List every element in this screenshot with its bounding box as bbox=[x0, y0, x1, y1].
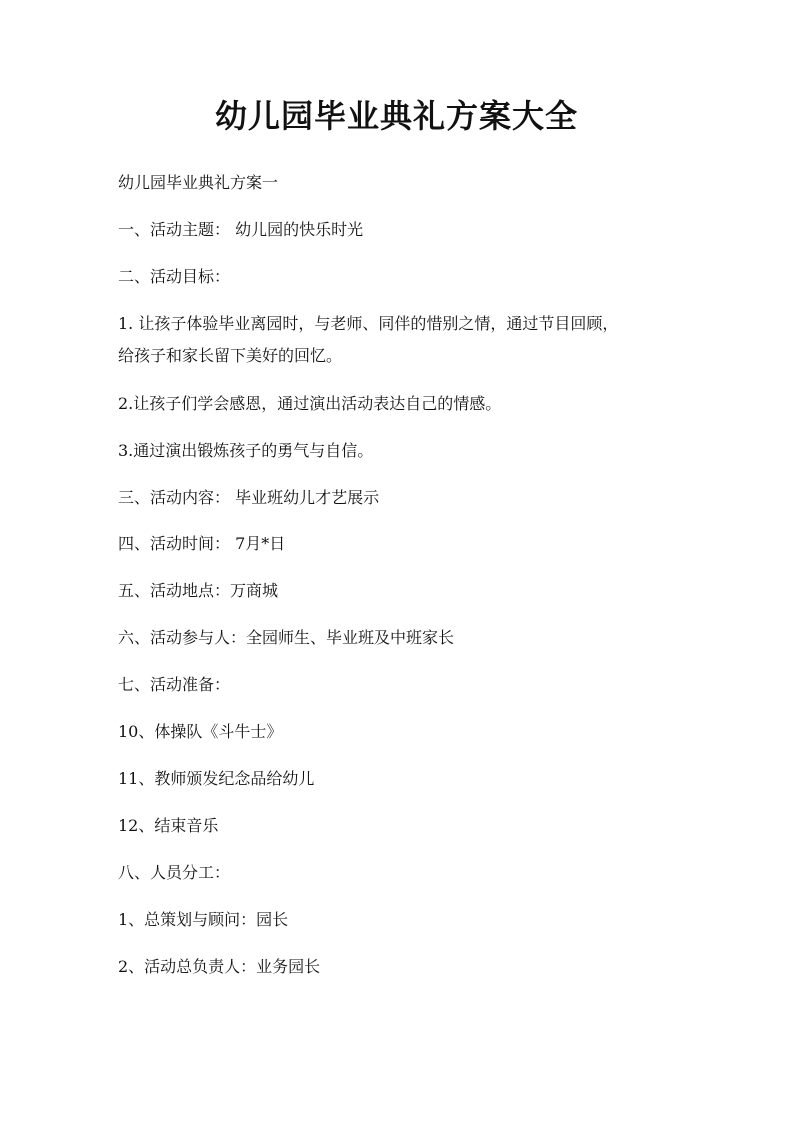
text-line: 1、总策划与顾问：园长 bbox=[118, 910, 289, 929]
text-line: 一、活动主题： 幼儿园的快乐时光 bbox=[118, 220, 364, 239]
text-line: 给孩子和家长留下美好的回忆。 bbox=[118, 346, 343, 365]
section-heading: 幼儿园毕业典礼方案一 bbox=[118, 173, 279, 192]
document-title: 幼儿园毕业典礼方案大全 bbox=[214, 97, 578, 135]
text-line: 12、结束音乐 bbox=[118, 816, 219, 835]
text-line: 11、教师颁发纪念品给幼儿 bbox=[118, 769, 315, 788]
text-line: 3.通过演出锻炼孩子的勇气与自信。 bbox=[118, 441, 374, 460]
text-line: 三、活动内容： 毕业班幼儿才艺展示 bbox=[118, 488, 380, 507]
text-line: 七、活动准备： bbox=[118, 675, 231, 694]
text-line: 2.让孩子们学会感恩，通过演出活动表达自己的情感。 bbox=[118, 394, 502, 413]
text-line: 六、活动参与人：全园师生、毕业班及中班家长 bbox=[118, 628, 455, 647]
text-line: 五、活动地点：万商城 bbox=[118, 581, 279, 600]
text-line: 2、活动总负责人：业务园长 bbox=[118, 957, 321, 976]
text-line: 四、活动时间： 7月*日 bbox=[118, 534, 286, 553]
text-line: 八、人员分工： bbox=[118, 863, 231, 882]
text-line: 1. 让孩子体验毕业离园时，与老师、同伴的惜别之情，通过节目回顾， bbox=[118, 314, 619, 333]
text-line: 二、活动目标： bbox=[118, 267, 231, 286]
text-line: 10、体操队《斗牛士》 bbox=[118, 722, 283, 741]
